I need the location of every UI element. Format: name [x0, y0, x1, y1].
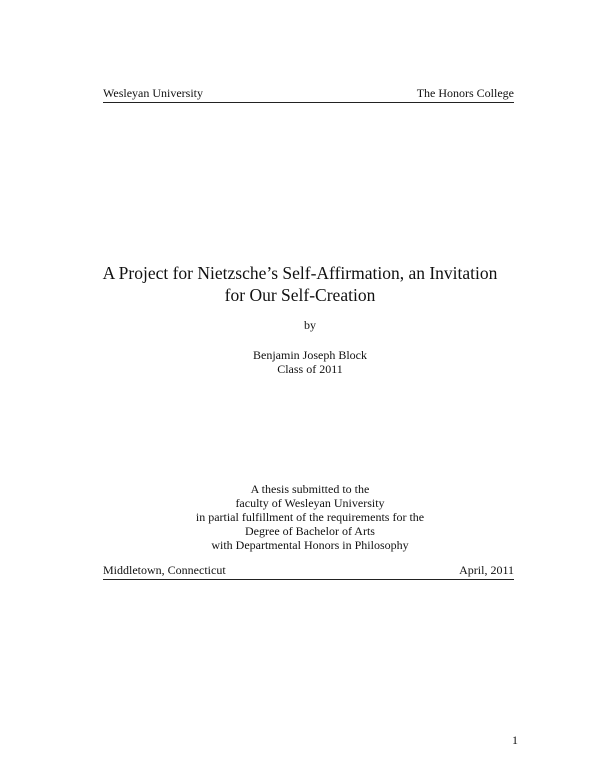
- header-rule-row: [103, 86, 514, 103]
- thesis-statement-line: with Departmental Honors in Philosophy: [211, 538, 409, 552]
- footer-rule-row: [103, 563, 514, 580]
- page-number: 1: [512, 733, 518, 747]
- institution-name: Wesleyan University: [103, 86, 204, 100]
- location: Middletown, Connecticut: [103, 563, 226, 577]
- thesis-statement-line: faculty of Wesleyan University: [235, 496, 385, 510]
- submission-date: April, 2011: [459, 563, 514, 577]
- thesis-title: [60, 262, 540, 306]
- college-name: The Honors College: [416, 86, 514, 100]
- author-name: Benjamin Joseph Block: [253, 348, 367, 362]
- class-year: Class of 2011: [277, 362, 343, 376]
- byline: by: [304, 318, 316, 332]
- thesis-statement-line: A thesis submitted to the: [250, 482, 370, 496]
- thesis-statement: [100, 482, 520, 552]
- thesis-statement-line: in partial fulfillment of the requirements for the: [195, 510, 425, 524]
- thesis-title-line-2: for Our Self-Creation: [224, 285, 376, 305]
- thesis-statement-line: Degree of Bachelor of Arts: [245, 524, 375, 538]
- thesis-title-line-1: A Project for Nietzsche’s Self-Affirmation, an Invitation: [102, 263, 498, 283]
